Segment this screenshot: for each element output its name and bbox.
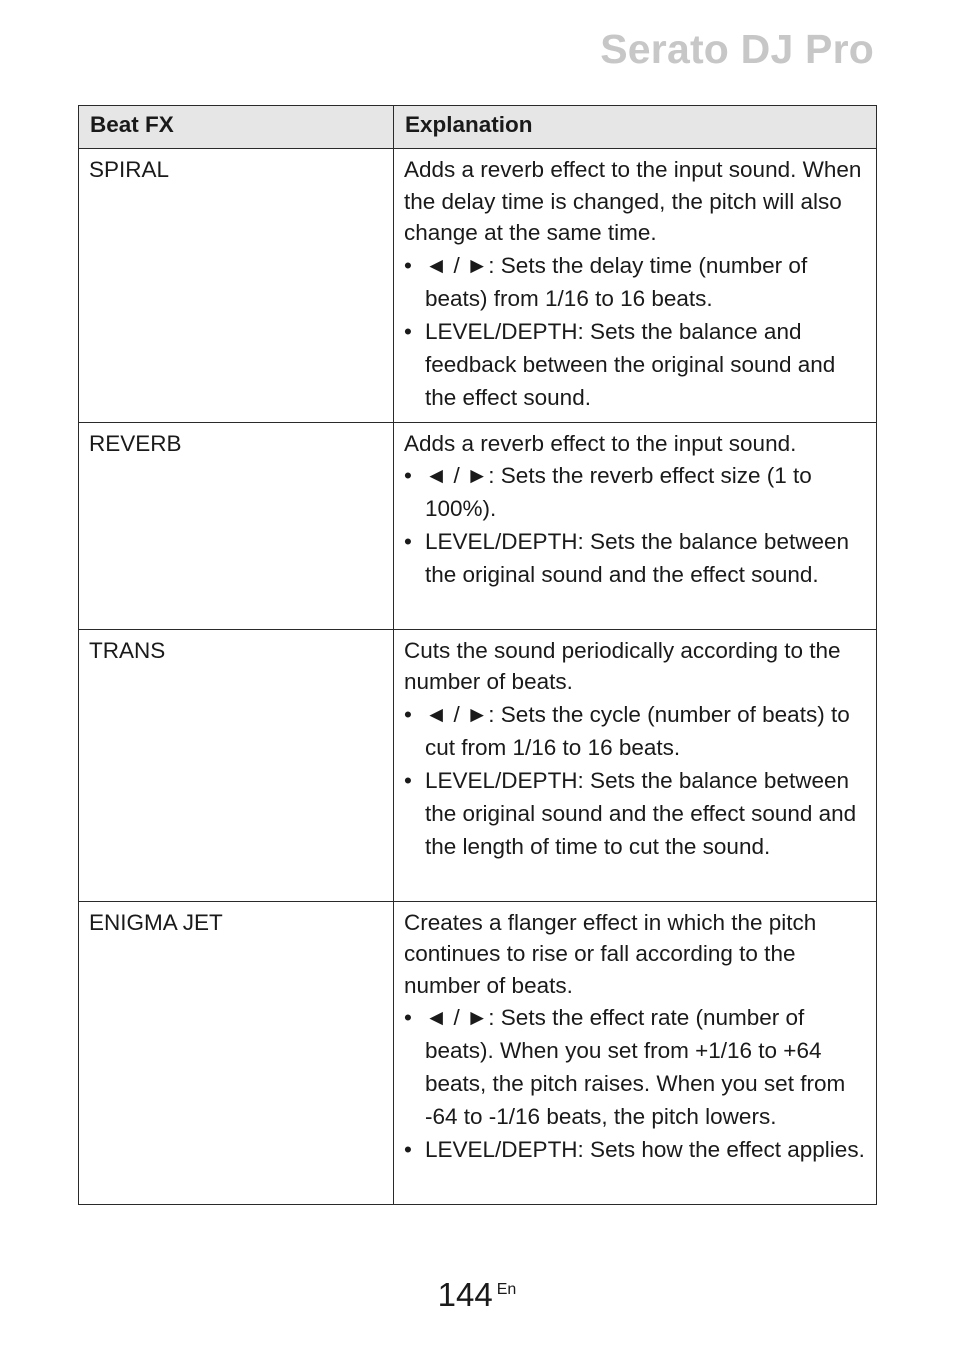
fx-description: Creates a flanger effect in which the pitch continues to rise or fall according to the number of beats. (404, 909, 817, 998)
list-item: • LEVEL/DEPTH: Sets the balance and feedback between the original sound and the effect sound. (404, 315, 865, 414)
brand-title: Serato DJ Pro (600, 26, 874, 72)
fx-bullet-list (404, 249, 865, 414)
fx-bullet-list (404, 698, 865, 863)
table-row (79, 901, 877, 1204)
list-item: • LEVEL/DEPTH: Sets the balance between the original sound and the effect sound and the length of time to cut the sound. (404, 764, 865, 863)
fx-description: Cuts the sound periodically according to the number of beats. (404, 637, 841, 694)
fx-description: Adds a reverb effect to the input sound. When the delay time is changed, the pitch will also change at the same time. (404, 157, 862, 245)
table-header-row (79, 106, 877, 149)
fx-explanation-cell (394, 629, 877, 901)
fx-name-cell (79, 422, 394, 629)
fx-explanation-cell (394, 149, 877, 423)
list-item: • LEVEL/DEPTH: Sets how the effect applies. (404, 1133, 865, 1166)
list-item: • ◄ / ►: Sets the effect rate (number of beats). When you set from +1/16 to +64 beats, the pitch raises. When you set from -64 to -1/16 beats, the pitch lowers. (404, 1001, 865, 1133)
table-row (79, 629, 877, 901)
page-number: 144 (437, 1276, 493, 1313)
fx-name-cell (79, 629, 394, 901)
fx-name-cell (79, 149, 394, 423)
list-item: • LEVEL/DEPTH: Sets the balance between the original sound and the effect sound. (404, 525, 865, 591)
language-label: En (496, 1281, 517, 1298)
fx-bullet-list (404, 1001, 865, 1166)
fx-name-cell (79, 901, 394, 1204)
column-header-explanation: Explanation (394, 106, 877, 149)
page-footer (0, 1276, 954, 1314)
fx-explanation-cell (394, 422, 877, 629)
fx-name: TRANS (89, 637, 166, 663)
fx-explanation-cell (394, 901, 877, 1204)
fx-name: REVERB (89, 430, 182, 456)
beat-fx-table (78, 105, 877, 1205)
list-item: • ◄ / ►: Sets the reverb effect size (1 to 100%). (404, 459, 865, 525)
list-item: • ◄ / ►: Sets the cycle (number of beats) to cut from 1/16 to 16 beats. (404, 698, 865, 764)
table-row (79, 422, 877, 629)
fx-description: Adds a reverb effect to the input sound. (404, 430, 797, 456)
column-header-beat-fx: Beat FX (79, 106, 394, 149)
fx-name: SPIRAL (89, 157, 170, 182)
list-item: • ◄ / ►: Sets the delay time (number of beats) from 1/16 to 16 beats. (404, 249, 865, 315)
fx-bullet-list (404, 459, 865, 591)
fx-name: ENIGMA JET (89, 909, 223, 935)
table-row (79, 149, 877, 423)
